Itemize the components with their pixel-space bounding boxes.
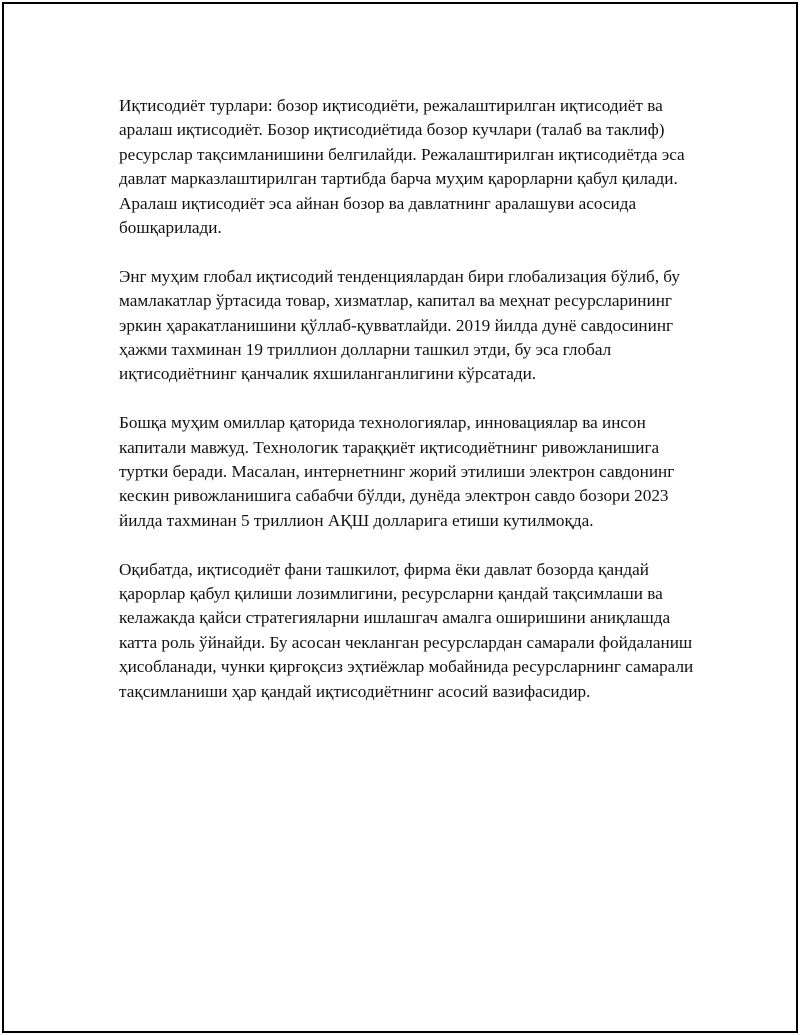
- paragraph-conclusion: Оқибатда, иқтисодиёт фани ташкилот, фирма ёки давлат бозорда қандай қарорлар қабул қилиши лозимлигини, ресурсларни қандай тақсимлаши ва келажакда қайси стратегияларни ишлашгач амалга оширишини аниқлашда катта роль ўйнайди. Бу асосан чекланган ресурслардан самарали фойдаланиш ҳисобланади, чунки қирғоқсиз эҳтиёжлар мобайнида ресурсларнинг самарали тақсимланиши ҳар қандай иқтисодиётнинг асосий вазифасидир.: [119, 559, 694, 701]
- page-frame: [2, 2, 798, 1033]
- paragraph-technology: Бошқа муҳим омиллар қаторида технологиялар, инновациялар ва инсон капитали мавжуд. Технологик тараққиёт иқтисодиётнинг ривожланишига туртки беради. Масалан, интернетнинг жорий этилиши электрон савдонинг кескин ривожланишига сабабчи бўлди, дунёда электрон савдо бозори 2023 йилда тахминан 5 триллион АҚШ долларига етиши кутилмоқда.: [119, 413, 675, 530]
- document-body: [119, 94, 709, 729]
- paragraph-globalization: Энг муҳим глобал иқтисодий тенденциялардан бири глобализация бўлиб, бу мамлакатлар ўртасида товар, хизматлар, капитал ва меҳнат ресурсларининг эркин ҳаракатланишини қўллаб-қувватлайди. 2019 йилда дунё савдосининг ҳажми тахминан 19 триллион долларни ташкил этди, бу эса глобал иқтисодиётнинг қанчалик яхшиланганлигини кўрсатади.: [119, 266, 680, 384]
- paragraph-economy-types: Иқтисодиёт турлари: бозор иқтисодиёти, режалаштирилган иқтисодиёт ва аралаш иқтисодиёт. Бозор иқтисодиётида бозор кучлари (талаб ва таклиф) ресурслар тақсимланишини белгилайди. Режалаштирилган иқтисодиётда эса давлат марказлаштирилган тартибда барча муҳим қарорларни қабул қилади. Аралаш иқтисодиёт эса айнан бозор ва давлатнинг аралашуви асосида бошқарилади.: [119, 96, 685, 238]
